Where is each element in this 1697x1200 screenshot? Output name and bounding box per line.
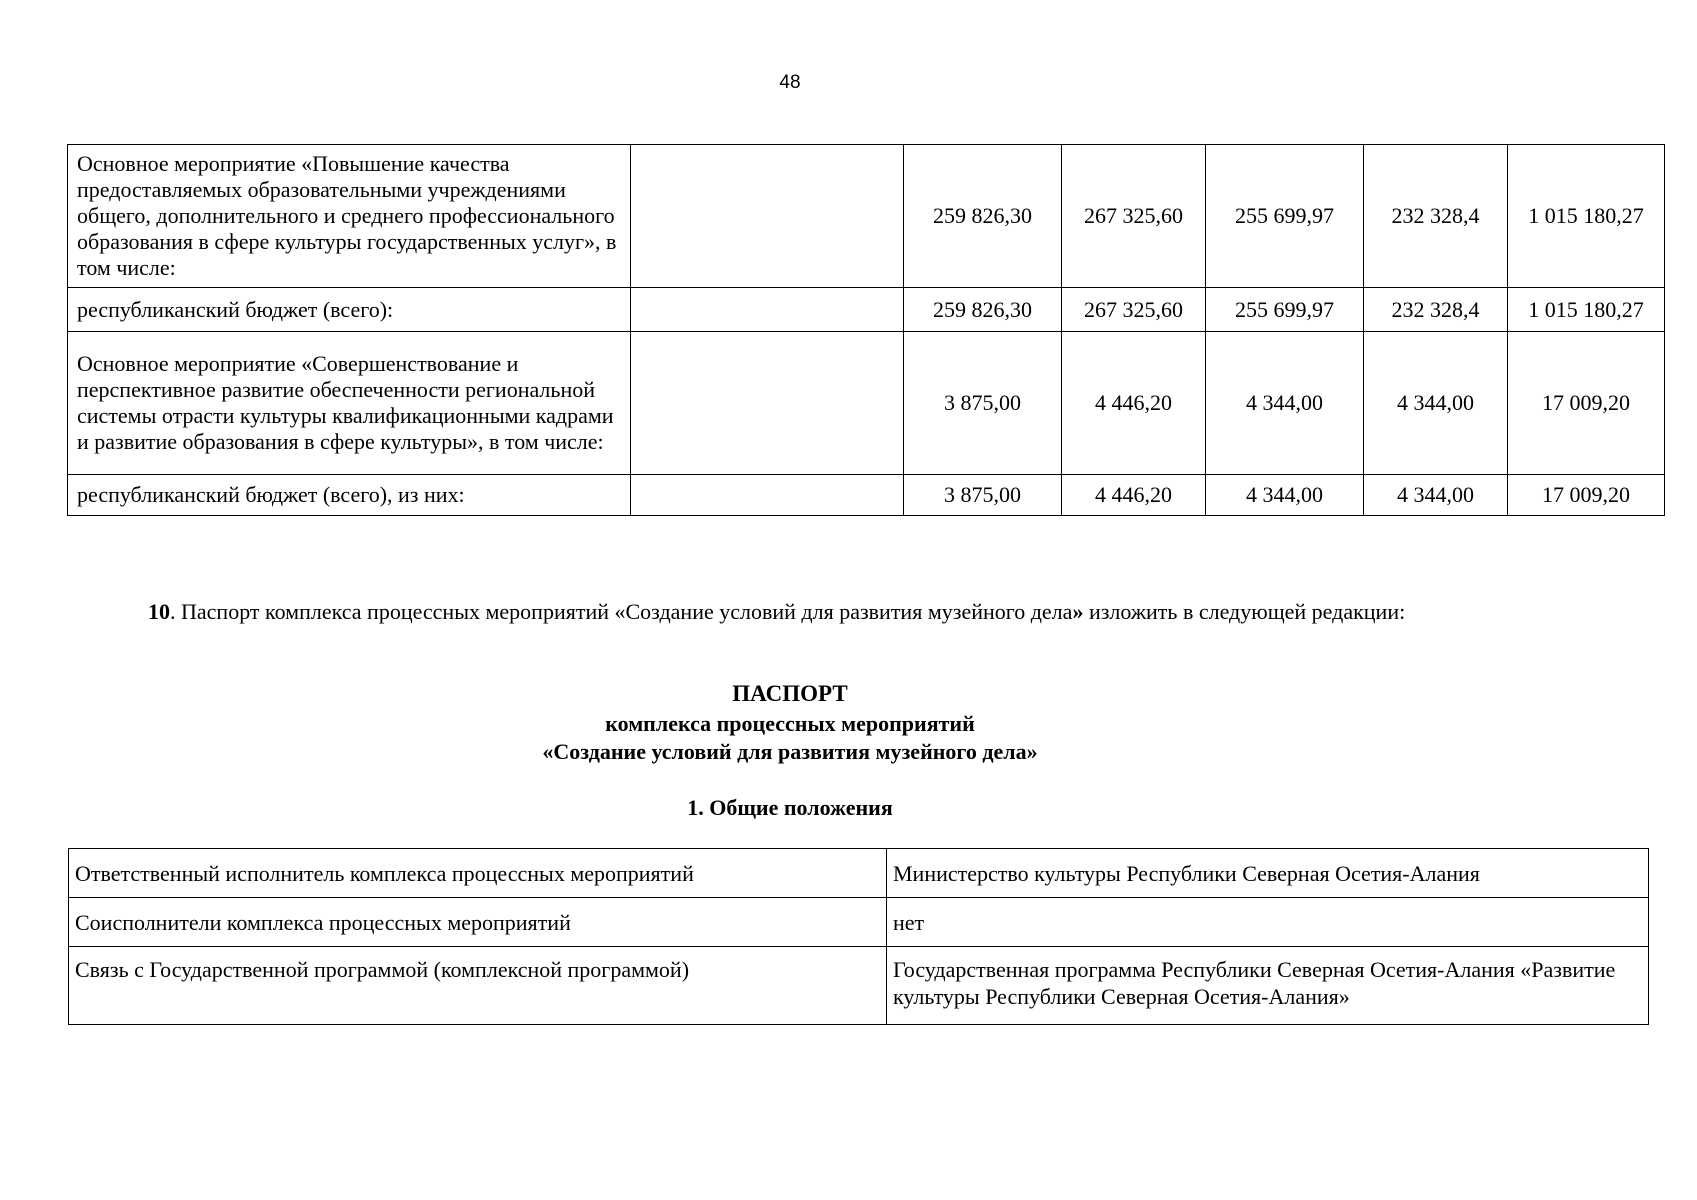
- table-row: [68, 145, 1665, 288]
- row-key: Соисполнители комплекса процессных мероприятий: [69, 898, 887, 947]
- value-cell: 267 325,60: [1062, 288, 1206, 332]
- section-heading: 1. Общие положения: [687, 795, 893, 820]
- value-cell: 3 875,00: [904, 475, 1062, 516]
- table-row: [69, 947, 1649, 1025]
- total-cell: 1 015 180,27: [1508, 288, 1665, 332]
- value-cell: 255 699,97: [1206, 145, 1364, 288]
- total-cell: 17 009,20: [1508, 332, 1665, 475]
- row-value: нет: [887, 898, 1649, 947]
- value-cell: 4 344,00: [1206, 332, 1364, 475]
- total-cell: 17 009,20: [1508, 475, 1665, 516]
- row-value: Государственная программа Республики Северная Осетия-Алания «Развитие культуры Республики Северная Осетия-Алания»: [887, 947, 1649, 1025]
- value-cell: 259 826,30: [904, 288, 1062, 332]
- paragraph-tail: изложить в следующей редакции:: [1083, 599, 1406, 624]
- amendment-paragraph: [68, 597, 1468, 626]
- passport-subtitle: комплекса процессных мероприятий: [605, 711, 975, 736]
- value-cell: 4 344,00: [1364, 475, 1508, 516]
- table-row: [68, 288, 1665, 332]
- page-number: 48: [779, 72, 801, 93]
- empty-cell: [631, 288, 904, 332]
- general-provisions-table: [68, 848, 1649, 1025]
- row-label: республиканский бюджет (всего):: [68, 288, 631, 332]
- row-value: Министерство культуры Республики Северная Осетия-Алания: [887, 849, 1649, 898]
- row-key: Связь с Государственной программой (комплексной программой): [69, 947, 887, 1025]
- row-label: республиканский бюджет (всего), из них:: [68, 475, 631, 516]
- value-cell: 3 875,00: [904, 332, 1062, 475]
- paragraph-number: 10: [148, 599, 170, 624]
- value-cell: 4 446,20: [1062, 332, 1206, 475]
- empty-cell: [631, 332, 904, 475]
- row-label: Основное мероприятие «Совершенствование и перспективное развитие обеспеченности региональной системы отрасти культуры квалификационными кадрами и развитие образования в сфере культуры», в том числе:: [68, 332, 631, 475]
- empty-cell: [631, 145, 904, 288]
- table-row: [68, 332, 1665, 475]
- paragraph-quote-close: »: [1072, 599, 1084, 624]
- row-label: Основное мероприятие «Повышение качества предоставляемых образовательными учреждениями общего, дополнительного и среднего профессионального образования в сфере культуры государственных услуг», в том числе:: [68, 145, 631, 288]
- value-cell: 4 446,20: [1062, 475, 1206, 516]
- value-cell: 232 328,4: [1364, 145, 1508, 288]
- value-cell: 267 325,60: [1062, 145, 1206, 288]
- passport-program-name: «Создание условий для развития музейного дела»: [542, 739, 1038, 764]
- value-cell: 4 344,00: [1206, 475, 1364, 516]
- finance-table: [67, 144, 1665, 516]
- total-cell: 1 015 180,27: [1508, 145, 1665, 288]
- table-row: [69, 898, 1649, 947]
- row-key: Ответственный исполнитель комплекса процессных мероприятий: [69, 849, 887, 898]
- value-cell: 255 699,97: [1206, 288, 1364, 332]
- table-row: [69, 849, 1649, 898]
- value-cell: 259 826,30: [904, 145, 1062, 288]
- empty-cell: [631, 475, 904, 516]
- value-cell: 4 344,00: [1364, 332, 1508, 475]
- value-cell: 232 328,4: [1364, 288, 1508, 332]
- paragraph-text: . Паспорт комплекса процессных мероприятий «Создание условий для развития музейного дела: [170, 599, 1073, 624]
- passport-title: ПАСПОРТ: [732, 681, 848, 706]
- table-row: [68, 475, 1665, 516]
